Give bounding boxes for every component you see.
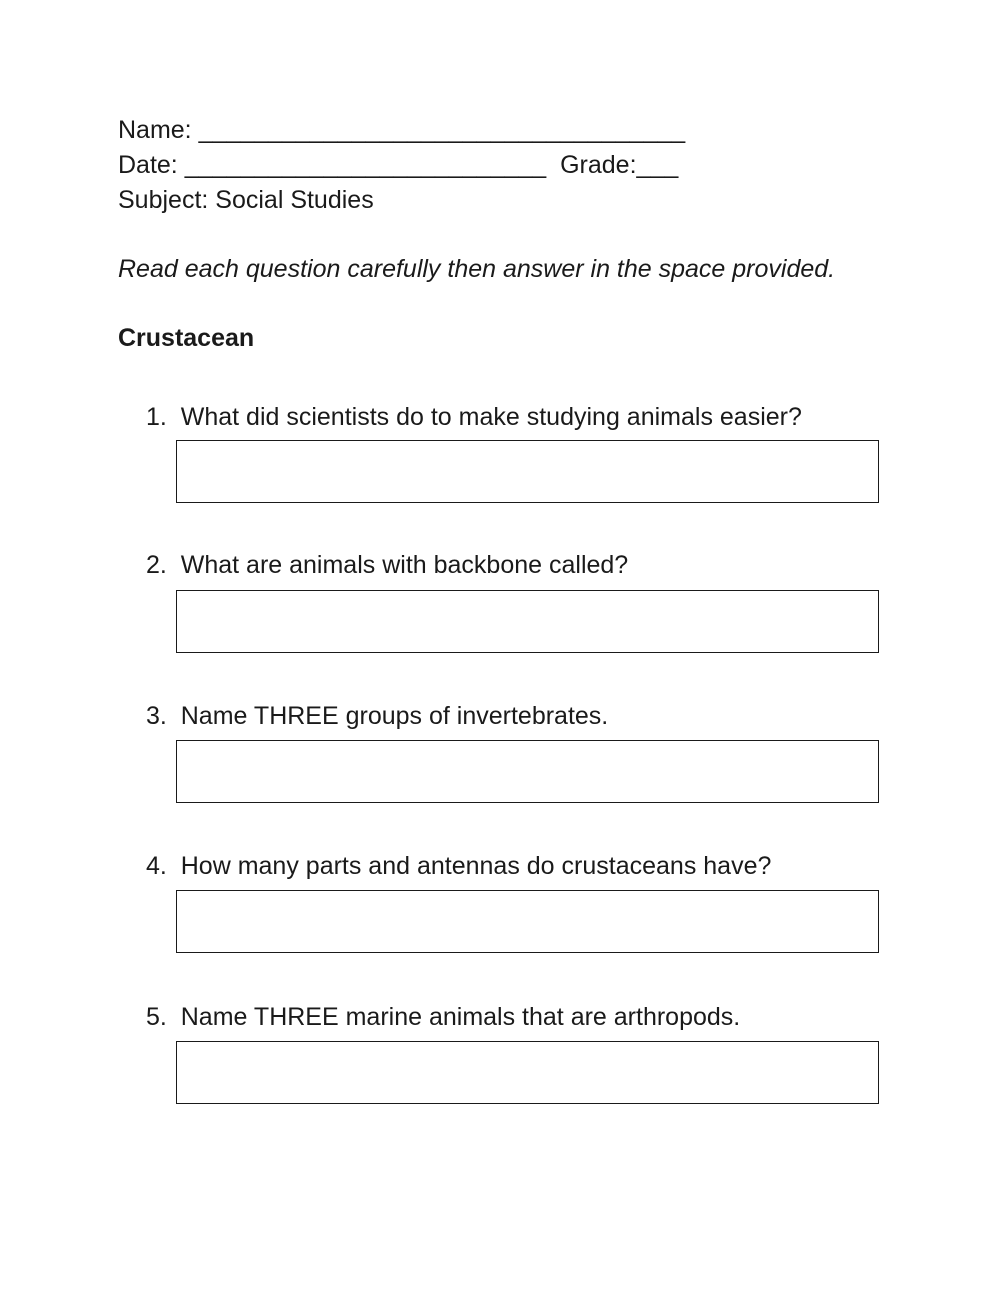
question-text: Name THREE marine animals that are arthropods. bbox=[180, 1003, 741, 1031]
question-text: What are animals with backbone called? bbox=[180, 551, 629, 579]
answer-box-3[interactable] bbox=[176, 740, 879, 803]
question-2 bbox=[146, 550, 628, 580]
question-text: What did scientists do to make studying animals easier? bbox=[180, 403, 802, 431]
answer-box-4[interactable] bbox=[176, 890, 879, 953]
question-5 bbox=[146, 1002, 740, 1032]
question-number: 2. bbox=[146, 551, 174, 579]
question-number: 3. bbox=[146, 702, 174, 730]
answer-box-1[interactable] bbox=[176, 440, 879, 503]
question-text: Name THREE groups of invertebrates. bbox=[180, 702, 609, 730]
question-text: How many parts and antennas do crustaceans have? bbox=[180, 852, 772, 880]
question-3 bbox=[146, 701, 608, 731]
answer-box-5[interactable] bbox=[176, 1041, 879, 1104]
question-number: 5. bbox=[146, 1003, 174, 1031]
subject-line: Subject: Social Studies bbox=[118, 186, 374, 214]
question-number: 4. bbox=[146, 852, 174, 880]
date-grade-line: Date: __________________________ Grade:___ bbox=[118, 151, 679, 179]
question-number: 1. bbox=[146, 403, 174, 431]
answer-box-2[interactable] bbox=[176, 590, 879, 653]
instructions: Read each question carefully then answer in the space provided. bbox=[118, 255, 836, 283]
question-4 bbox=[146, 851, 771, 881]
question-1 bbox=[146, 402, 802, 432]
section-title: Crustacean bbox=[118, 324, 255, 352]
name-line: Name: ___________________________________ bbox=[118, 116, 686, 144]
